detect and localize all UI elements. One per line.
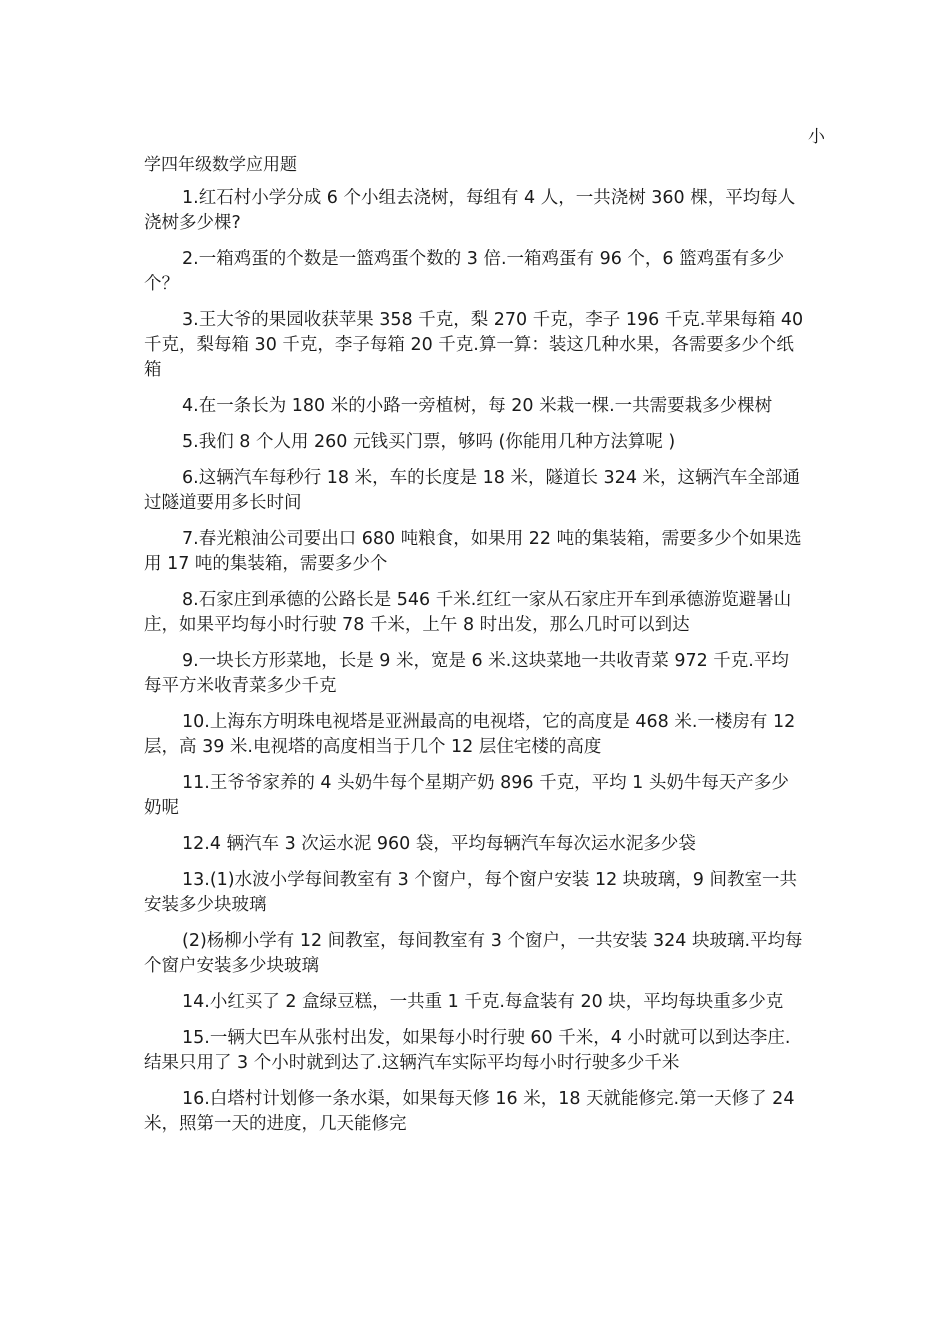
question-11: 11.王爷爷家养的 4 头奶牛每个星期产奶 896 千克，平均 1 头奶牛每天产多少奶呢 — [144, 773, 789, 818]
question-3: 3.王大爷的果园收获苹果 358 千克，梨 270 千克，李子 196 千克.苹果每箱 40 千克，梨每箱 30 千克，李子每箱 20 千克.算一算：装这几种水果，各需要多少个纸箱 — [144, 310, 804, 380]
question-5: 5.我们 8 个人用 260 元钱买门票，够吗 (你能用几种方法算呢 ) — [182, 432, 676, 452]
page-title: 学四年级数学应用题 — [144, 155, 297, 175]
question-16: 16.白塔村计划修一条水渠，如果每天修 16 米，18 天就能修完.第一天修了 24 米，照第一天的进度，几天能修完 — [144, 1089, 795, 1134]
question-13-part-2: (2)杨柳小学有 12 间教室，每间教室有 3 个窗户，一共安装 324 块玻璃.平均每个窗户安装多少块玻璃 — [144, 931, 803, 976]
question-14: 14.小红买了 2 盒绿豆糕，一共重 1 千克.每盒装有 20 块，平均每块重多少克 — [182, 992, 784, 1012]
question-10: 10.上海东方明珠电视塔是亚洲最高的电视塔，它的高度是 468 米.一楼房有 12 层，高 39 米.电视塔的高度相当于几个 12 层住宅楼的高度 — [144, 712, 796, 757]
question-12: 12.4 辆汽车 3 次运水泥 960 袋，平均每辆汽车每次运水泥多少袋 — [182, 834, 696, 854]
question-7: 7.春光粮油公司要出口 680 吨粮食，如果用 22 吨的集装箱，需要多少个如果选用 17 吨的集装箱，需要多少个 — [144, 529, 802, 574]
question-2: 2.一箱鸡蛋的个数是一篮鸡蛋个数的 3 倍.一箱鸡蛋有 96 个，6 篮鸡蛋有多少个？ — [144, 249, 785, 294]
question-list — [144, 186, 804, 1148]
question-6: 6.这辆汽车每秒行 18 米，车的长度是 18 米，隧道长 324 米，这辆汽车全部通过隧道要用多长时间 — [144, 468, 801, 513]
question-8: 8.石家庄到承德的公路长是 546 千米.红红一家从石家庄开车到承德游览避暑山庄，如果平均每小时行驶 78 千米，上午 8 时出发，那么几时可以到达 — [144, 590, 792, 635]
title-tail: 小 — [808, 127, 825, 147]
question-4: 4.在一条长为 180 米的小路一旁植树，每 20 米栽一棵.一共需要栽多少棵树 — [182, 396, 773, 416]
question-13-part-1: 13.(1)水波小学每间教室有 3 个窗户，每个窗户安装 12 块玻璃，9 间教室一共安装多少块玻璃 — [144, 870, 797, 915]
question-15: 15.一辆大巴车从张村出发，如果每小时行驶 60 千米，4 小时就可以到达李庄.结果只用了 3 个小时就到达了.这辆汽车实际平均每小时行驶多少千米 — [144, 1028, 791, 1073]
question-1: 1.红石村小学分成 6 个小组去浇树，每组有 4 人，一共浇树 360 棵，平均每人浇树多少棵? — [144, 188, 796, 233]
question-9: 9.一块长方形菜地，长是 9 米，宽是 6 米.这块菜地一共收青菜 972 千克.平均每平方米收青菜多少千克 — [144, 651, 789, 696]
